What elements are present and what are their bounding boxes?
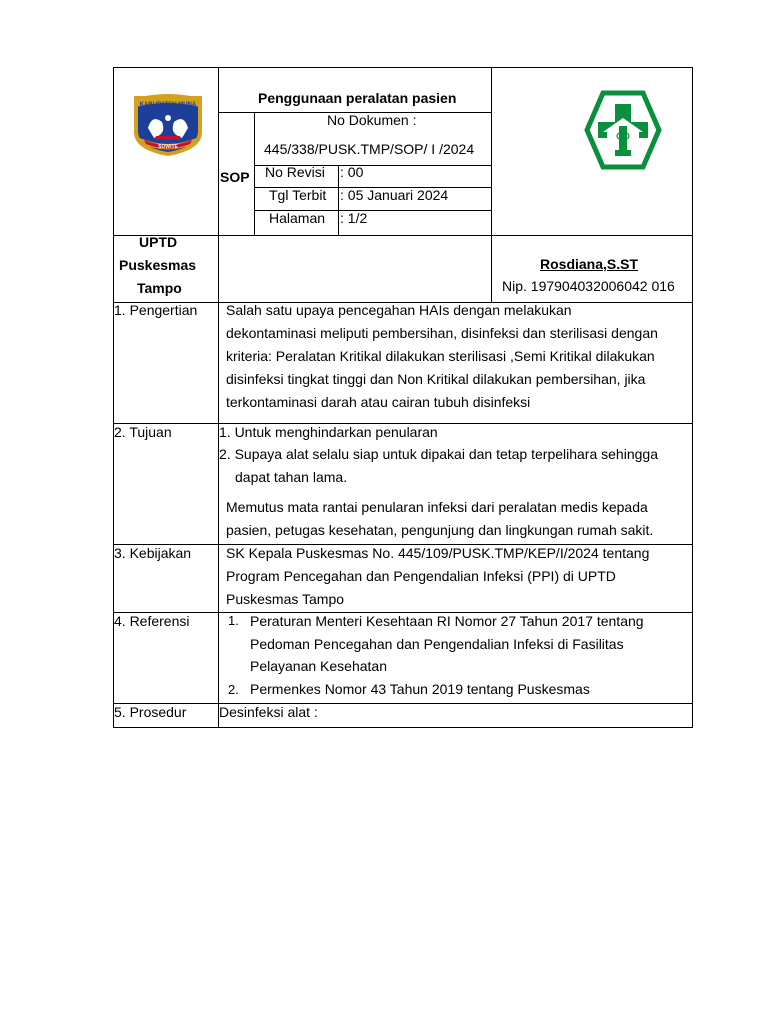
puskesmas-logo-icon bbox=[583, 88, 663, 172]
referensi-item-1-line: Pedoman Pencegahan dan Pengendalian Infeksi di Fasilitas bbox=[250, 636, 624, 652]
referensi-item-1-line: Peraturan Menteri Kesehtaan RI Nomor 27 Tahun 2017 tentang bbox=[250, 613, 644, 629]
kebijakan-line: Program Pencegahan dan Pengendalian Infeksi (PPI) di UPTD bbox=[226, 568, 616, 584]
signatory-name: Rosdiana,S.ST bbox=[540, 256, 639, 272]
document-title: Penggunaan peralatan pasien bbox=[258, 90, 457, 106]
referensi-item-2-number: 2. bbox=[228, 682, 239, 697]
section-label-referensi: 4. Referensi bbox=[114, 613, 190, 629]
pengertian-line: terkontaminasi darah atau cairan tubuh disinfeksi bbox=[226, 394, 531, 410]
pengertian-line: disinfeksi tingkat tinggi dan Non Kritikal dilakukan pembersihan, jika bbox=[226, 371, 646, 387]
section-label-tujuan: 2. Tujuan bbox=[114, 424, 172, 440]
signatory-nip: Nip. 197904032006042 016 bbox=[502, 278, 675, 294]
section-label-kebijakan: 3. Kebijakan bbox=[114, 545, 192, 561]
tgl-terbit-label: Tgl Terbit bbox=[269, 187, 327, 203]
no-revisi-value: : 00 bbox=[340, 164, 364, 180]
tgl-terbit-value: : 05 Januari 2024 bbox=[340, 187, 449, 203]
section-label-pengertian: 1. Pengertian bbox=[114, 302, 198, 318]
referensi-item-2-text: Permenkes Nomor 43 Tahun 2019 tentang Puskesmas bbox=[250, 681, 590, 697]
halaman-value: : 1/2 bbox=[340, 210, 368, 226]
kabupaten-muna-emblem-icon bbox=[130, 92, 206, 158]
tujuan-item-1: 1. Untuk menghindarkan penularan bbox=[219, 424, 438, 440]
no-dokumen-label: No Dokumen : bbox=[327, 112, 417, 128]
org-line-3: Tampo bbox=[137, 280, 182, 296]
kebijakan-line: SK Kepala Puskesmas No. 445/109/PUSK.TMP/KEP/I/2024 tentang bbox=[226, 545, 650, 561]
no-revisi-label: No Revisi bbox=[265, 164, 325, 180]
tujuan-item-2: 2. Supaya alat selalu siap untuk dipakai dan tetap terpelihara sehingga bbox=[219, 446, 658, 462]
section-label-prosedur: 5. Prosedur bbox=[114, 704, 187, 720]
pengertian-line: kriteria: Peralatan Kritikal dilakukan sterilisasi ,Semi Kritikal dilakukan bbox=[226, 348, 655, 364]
prosedur-text: Desinfeksi alat : bbox=[219, 704, 318, 720]
no-dokumen-value: 445/338/PUSK.TMP/SOP/ I /2024 bbox=[264, 141, 475, 157]
org-line-1: UPTD bbox=[139, 234, 178, 250]
halaman-label: Halaman bbox=[269, 210, 326, 226]
svg-text:SOWITE: SOWITE bbox=[158, 144, 178, 150]
referensi-item-1-number: 1. bbox=[228, 613, 239, 628]
svg-text:KABUPATEN MUNA: KABUPATEN MUNA bbox=[139, 102, 197, 108]
referensi-item-1-line: Pelayanan Kesehatan bbox=[250, 658, 387, 674]
tujuan-paragraph: pasien, petugas kesehatan, pengunjung dan lingkungan rumah sakit. bbox=[226, 522, 654, 538]
tujuan-paragraph: Memutus mata rantai penularan infeksi dari peralatan medis kepada bbox=[226, 499, 648, 515]
org-line-2: Puskesmas bbox=[119, 257, 197, 273]
pengertian-line: Salah satu upaya pencegahan HAIs dengan melakukan bbox=[226, 302, 572, 318]
sop-label: SOP bbox=[220, 169, 250, 185]
pengertian-line: dekontaminasi meliputi pembersihan, disinfeksi dan sterilisasi dengan bbox=[226, 325, 658, 341]
kebijakan-line: Puskesmas Tampo bbox=[226, 591, 345, 607]
tujuan-item-2-cont: dapat tahan lama. bbox=[235, 469, 348, 485]
